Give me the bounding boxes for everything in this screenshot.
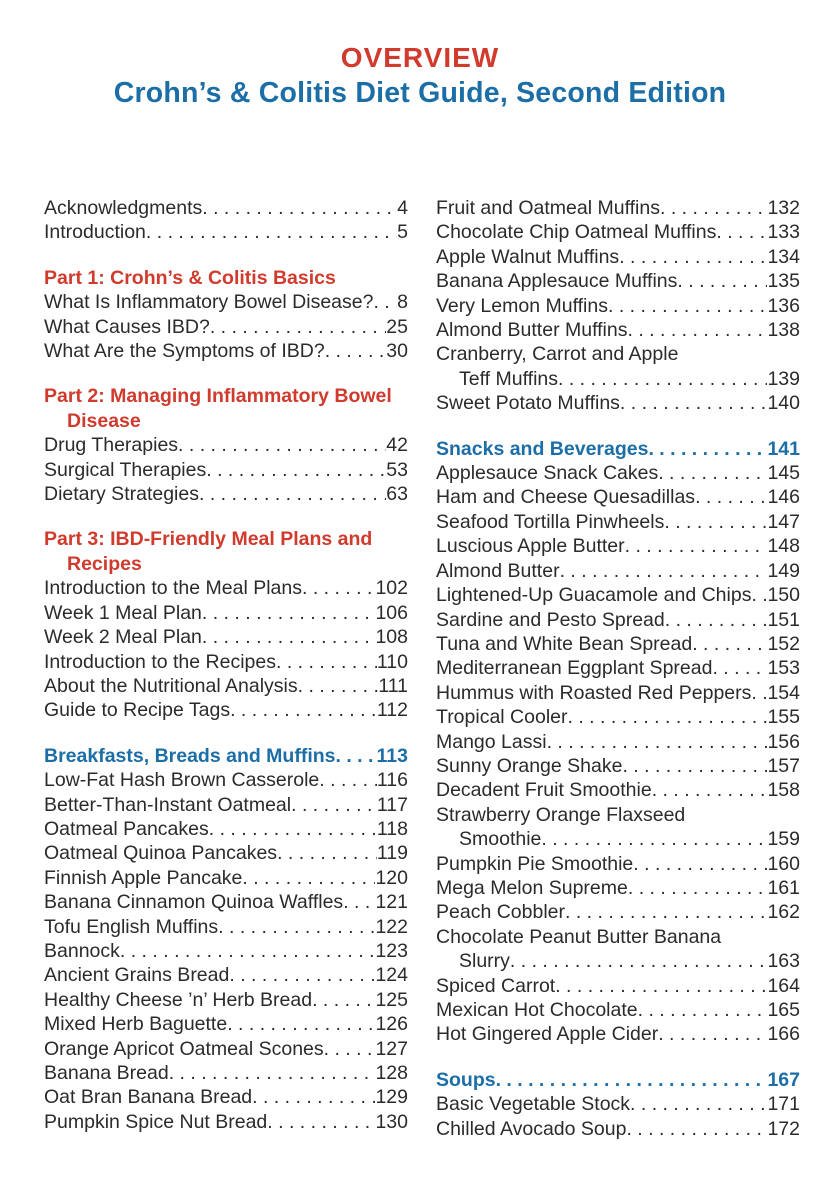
dot-leader xyxy=(622,754,767,778)
toc-entry-label: Dietary Strategies xyxy=(44,483,199,506)
dot-leader xyxy=(325,339,387,363)
toc-entry-label: Mango Lassi xyxy=(436,730,547,753)
toc-page-number: 132 xyxy=(767,197,800,219)
toc-entry xyxy=(44,890,408,914)
dot-leader xyxy=(276,650,377,674)
toc-page-number: 152 xyxy=(767,632,800,655)
dot-leader xyxy=(336,744,377,768)
toc-entry-label: Lightened-Up Guacamole and Chips xyxy=(436,584,752,607)
toc-page-number: 151 xyxy=(767,608,800,631)
dot-leader xyxy=(565,900,767,924)
dot-leader xyxy=(555,974,767,998)
toc-entry-label: Mega Melon Supreme xyxy=(436,876,628,899)
dot-leader xyxy=(648,437,767,461)
toc-entry xyxy=(44,650,408,674)
toc-entry xyxy=(44,601,408,625)
toc-entry xyxy=(436,803,800,827)
dot-leader xyxy=(319,768,377,792)
toc-entry xyxy=(436,778,800,802)
toc-entry xyxy=(436,608,800,632)
toc-entry-label: Soups xyxy=(436,1068,496,1091)
toc-entry xyxy=(44,290,408,314)
toc-entry-label: Breakfasts, Breads and Muffins xyxy=(44,744,336,767)
toc-page-number: 130 xyxy=(375,1110,408,1133)
toc-entry xyxy=(44,1037,408,1061)
toc-entry-label: Mixed Herb Baguette xyxy=(44,1013,228,1036)
dot-leader xyxy=(558,367,767,391)
toc-entry-label: What Is Inflammatory Bowel Disease? xyxy=(44,291,374,314)
toc-part-heading xyxy=(44,266,408,290)
toc-entry-label: Tofu English Muffins xyxy=(44,915,219,938)
toc-entry-label: Hot Gingered Apple Cider xyxy=(436,1023,659,1046)
toc-entry-label: Decadent Fruit Smoothie xyxy=(436,779,652,802)
toc-entry xyxy=(436,534,800,558)
toc-entry-label: Peach Cobbler xyxy=(436,901,565,924)
toc-section-heading xyxy=(436,1068,800,1092)
toc-entry-label: Mexican Hot Chocolate xyxy=(436,999,638,1021)
toc-entry-label: Oatmeal Quinoa Pancakes xyxy=(44,842,278,865)
toc-section-heading xyxy=(436,437,800,461)
toc-entry-label: Sweet Potato Muffins xyxy=(436,392,620,415)
toc-entry-label: Week 1 Meal Plan xyxy=(44,601,202,624)
dot-leader xyxy=(660,196,767,220)
toc-entry xyxy=(436,583,800,607)
dot-leader xyxy=(628,876,768,900)
toc-entry-label: Almond Butter xyxy=(436,559,560,582)
toc-entry-label: Hummus with Roasted Red Peppers xyxy=(436,681,752,704)
toc-entry-label: Orange Apricot Oatmeal Scones xyxy=(44,1037,324,1060)
toc-entry-label: Pumpkin Spice Nut Bread xyxy=(44,1110,268,1133)
toc-entry xyxy=(436,196,800,220)
toc-entry xyxy=(44,315,408,339)
toc-entry xyxy=(436,485,800,509)
toc-entry xyxy=(436,998,800,1022)
toc-entry-label: Chocolate Peanut Butter Banana xyxy=(436,925,722,948)
toc-entry xyxy=(436,1092,800,1116)
toc-entry xyxy=(436,1117,800,1141)
toc-entry-label: Part 2: Managing Inflammatory Bowel xyxy=(44,385,392,408)
toc-page-number: 145 xyxy=(767,462,800,485)
dot-leader xyxy=(291,793,377,817)
toc-page-number: 5 xyxy=(397,221,408,244)
toc-entry xyxy=(436,269,800,293)
toc-page-number: 149 xyxy=(767,559,800,582)
toc-entry-label: Smoothie xyxy=(459,828,542,851)
dot-leader xyxy=(206,458,386,482)
toc-page-number: 42 xyxy=(386,434,408,457)
dot-leader xyxy=(510,949,768,973)
toc-page-number: 164 xyxy=(767,974,800,997)
dot-leader xyxy=(630,1092,767,1116)
dot-leader xyxy=(199,482,386,506)
toc-entry xyxy=(436,510,800,534)
dot-leader xyxy=(627,318,767,342)
toc-section-heading xyxy=(44,744,408,768)
toc-entry-label: Luscious Apple Butter xyxy=(436,535,625,558)
toc-page-number: 162 xyxy=(767,901,800,924)
toc-entry-label: Introduction xyxy=(44,221,146,244)
toc-entry xyxy=(436,876,800,900)
toc-page-number: 148 xyxy=(767,535,800,558)
dot-leader xyxy=(608,294,767,318)
toc-entry xyxy=(44,866,408,890)
toc-entry xyxy=(44,482,408,506)
dot-leader xyxy=(242,866,375,890)
toc-page-number: 63 xyxy=(386,483,408,506)
toc-entry xyxy=(44,1085,408,1109)
toc-entry xyxy=(44,196,408,220)
toc-entry xyxy=(436,367,800,391)
toc-entry xyxy=(44,625,408,649)
toc-entry-label: Chilled Avocado Soup xyxy=(436,1117,627,1140)
toc-page-number: 171 xyxy=(767,1093,800,1116)
toc-entry-label: Mediterranean Eggplant Spread xyxy=(436,657,713,680)
toc-entry xyxy=(436,294,800,318)
toc-page-number: 122 xyxy=(375,915,408,938)
toc-page-number: 112 xyxy=(376,699,408,722)
toc-entry-label: Banana Bread xyxy=(44,1062,169,1084)
toc-entry xyxy=(44,963,408,987)
toc-page-number: 108 xyxy=(375,626,408,649)
toc-entry xyxy=(44,915,408,939)
toc-right-column xyxy=(436,196,800,1141)
dot-leader xyxy=(324,1037,376,1061)
toc-entry xyxy=(436,974,800,998)
dot-leader xyxy=(716,220,767,244)
dot-leader xyxy=(218,915,375,939)
dot-leader xyxy=(227,1012,375,1036)
toc-part-heading xyxy=(44,384,408,408)
dot-leader xyxy=(619,245,767,269)
toc-page-number: 102 xyxy=(375,577,408,600)
toc-entry xyxy=(436,730,800,754)
dot-leader xyxy=(169,1061,376,1085)
toc-entry-label: Strawberry Orange Flaxseed xyxy=(436,803,686,826)
toc-page-number: 113 xyxy=(376,744,408,767)
toc-entry xyxy=(44,817,408,841)
toc-entry xyxy=(436,852,800,876)
toc-page-number: 161 xyxy=(767,876,800,899)
toc-page-number: 128 xyxy=(375,1062,408,1084)
toc-entry xyxy=(436,559,800,583)
toc-entry-label: Spiced Carrot xyxy=(436,974,556,997)
toc-entry-label: Apple Walnut Muffins xyxy=(436,245,620,268)
dot-leader xyxy=(178,433,386,457)
toc-page-number: 118 xyxy=(376,817,408,840)
toc-entry-label: Healthy Cheese ’n’ Herb Bread xyxy=(44,988,313,1011)
toc-entry xyxy=(436,461,800,485)
toc-entry xyxy=(44,433,408,457)
toc-page-number: 165 xyxy=(767,999,800,1021)
dot-leader xyxy=(712,656,767,680)
toc-entry-label: Cranberry, Carrot and Apple xyxy=(436,343,679,366)
toc-entry-label: Week 2 Meal Plan xyxy=(44,626,202,649)
dot-leader xyxy=(541,827,767,851)
toc-entry xyxy=(44,768,408,792)
toc-entry xyxy=(44,1110,408,1134)
toc-entry-label: Acknowledgments xyxy=(44,197,203,219)
toc-entry-label: Banana Cinnamon Quinoa Waffles xyxy=(44,891,344,914)
dot-leader xyxy=(202,196,397,220)
toc-entry-label: Recipes xyxy=(67,552,142,575)
toc-entry-label: Sunny Orange Shake xyxy=(436,754,623,777)
toc-entry-label: Better-Than-Instant Oatmeal xyxy=(44,793,292,816)
toc-page-number: 133 xyxy=(767,221,800,244)
page-header xyxy=(0,0,840,110)
page-title: Crohn’s & Colitis Diet Guide, Second Edition xyxy=(113,77,727,109)
dot-leader xyxy=(277,841,377,865)
toc-page-number: 159 xyxy=(767,828,800,851)
dot-leader xyxy=(633,852,767,876)
toc-entry-label: Banana Applesauce Muffins xyxy=(436,270,678,293)
dot-leader xyxy=(202,601,376,625)
toc-entry xyxy=(44,458,408,482)
toc-entry-label: Finnish Apple Pancake xyxy=(44,866,243,889)
toc-entry xyxy=(436,754,800,778)
toc-entry xyxy=(44,988,408,1012)
toc-entry-label: Applesauce Snack Cakes xyxy=(436,462,659,485)
toc-entry-label: Fruit and Oatmeal Muffins xyxy=(436,197,660,219)
dot-leader xyxy=(312,988,375,1012)
toc-left-column xyxy=(44,196,408,1141)
dot-leader xyxy=(658,461,767,485)
dot-leader xyxy=(677,269,767,293)
toc-page-number: 138 xyxy=(767,319,800,342)
dot-leader xyxy=(230,698,377,722)
toc-entry xyxy=(436,925,800,949)
toc-entry xyxy=(44,674,408,698)
toc-page-number: 125 xyxy=(375,988,408,1011)
dot-leader xyxy=(560,559,768,583)
toc-entry xyxy=(436,220,800,244)
toc-entry-label: Bannock xyxy=(44,939,120,962)
toc-entry xyxy=(436,318,800,342)
dot-leader xyxy=(298,674,379,698)
dot-leader xyxy=(695,485,767,509)
dot-leader xyxy=(210,315,386,339)
toc-page-number: 110 xyxy=(376,650,408,673)
dot-leader xyxy=(343,890,375,914)
dot-leader xyxy=(146,220,397,244)
dot-leader xyxy=(638,998,768,1022)
dot-leader xyxy=(692,632,767,656)
dot-leader xyxy=(665,608,768,632)
toc-entry-label: Part 3: IBD-Friendly Meal Plans and xyxy=(44,528,373,551)
dot-leader xyxy=(373,290,397,314)
toc-page-number: 153 xyxy=(767,657,800,680)
toc-entry xyxy=(436,656,800,680)
toc-page-number: 160 xyxy=(767,852,800,875)
toc-entry xyxy=(44,698,408,722)
toc-page-number: 147 xyxy=(767,510,800,533)
toc-page-number: 140 xyxy=(767,392,800,415)
toc-page-number: 129 xyxy=(375,1086,408,1109)
toc-page-number: 53 xyxy=(386,458,408,481)
dot-leader xyxy=(252,1085,375,1109)
toc-entry-label: Basic Vegetable Stock xyxy=(436,1093,631,1116)
toc-part-heading xyxy=(44,527,408,551)
toc-entry-label: What Causes IBD? xyxy=(44,315,210,338)
toc-entry xyxy=(436,342,800,366)
dot-leader xyxy=(751,583,767,607)
toc-entry-label: Introduction to the Recipes xyxy=(44,650,276,673)
dot-leader xyxy=(626,1117,767,1141)
toc-page-number: 120 xyxy=(375,866,408,889)
toc-entry-label: Oat Bran Banana Bread xyxy=(44,1086,253,1109)
toc-entry-label: About the Nutritional Analysis xyxy=(44,674,298,697)
toc-page-number: 127 xyxy=(375,1037,408,1060)
dot-leader xyxy=(664,510,767,534)
toc-page-number: 106 xyxy=(375,601,408,624)
toc-page-number: 150 xyxy=(767,584,800,607)
toc-entry-label: Drug Therapies xyxy=(44,434,179,457)
toc-page-number: 135 xyxy=(767,270,800,293)
toc-entry xyxy=(436,245,800,269)
toc-page-number: 123 xyxy=(375,939,408,962)
dot-leader xyxy=(658,1022,767,1046)
toc-page-number: 116 xyxy=(376,769,408,792)
dot-leader xyxy=(209,817,377,841)
toc-page-number: 141 xyxy=(767,437,800,460)
toc-page-number: 163 xyxy=(767,950,800,973)
toc-part-heading xyxy=(44,409,408,433)
toc-entry xyxy=(44,576,408,600)
toc-entry-label: What Are the Symptoms of IBD? xyxy=(44,340,325,363)
dot-leader xyxy=(652,778,768,802)
toc-page-number: 156 xyxy=(767,730,800,753)
toc-entry-label: Oatmeal Pancakes xyxy=(44,817,209,840)
toc-entry-label: Part 1: Crohn’s & Colitis Basics xyxy=(44,266,336,289)
toc-page-number: 158 xyxy=(767,779,800,802)
toc-page-number: 167 xyxy=(767,1068,800,1091)
toc-entry xyxy=(436,632,800,656)
toc-entry-label: Guide to Recipe Tags xyxy=(44,699,231,722)
toc-entry-label: Disease xyxy=(67,409,141,432)
toc-entry xyxy=(436,681,800,705)
toc-page-number: 155 xyxy=(767,706,800,729)
toc-entry-label: Ham and Cheese Quesadillas xyxy=(436,486,696,509)
toc-page-number: 25 xyxy=(386,315,408,338)
toc-entry-label: Very Lemon Muffins xyxy=(436,294,608,317)
dot-leader xyxy=(751,681,767,705)
toc-page-number: 166 xyxy=(767,1023,800,1046)
page-kicker: OVERVIEW xyxy=(340,42,500,73)
toc-page-number: 154 xyxy=(767,681,800,704)
dot-leader xyxy=(496,1068,768,1092)
toc-page-number: 172 xyxy=(767,1117,800,1140)
toc-page-number: 139 xyxy=(767,367,800,390)
toc-entry-label: Teff Muffins xyxy=(459,367,558,390)
toc-entry-label: Pumpkin Pie Smoothie xyxy=(436,852,634,875)
toc-page-number: 124 xyxy=(375,964,408,987)
toc-page-number: 117 xyxy=(376,793,408,816)
toc-entry xyxy=(436,705,800,729)
toc-entry-label: Tropical Cooler xyxy=(436,706,568,729)
toc-entry-label: Seafood Tortilla Pinwheels xyxy=(436,510,665,533)
toc-page-number: 157 xyxy=(767,754,800,777)
toc-entry xyxy=(44,1012,408,1036)
toc-entry-label: Introduction to the Meal Plans xyxy=(44,577,302,600)
toc-entry xyxy=(436,949,800,973)
toc-entry xyxy=(44,939,408,963)
toc-entry-label: Chocolate Chip Oatmeal Muffins xyxy=(436,221,717,244)
dot-leader xyxy=(547,730,768,754)
toc-entry xyxy=(436,1022,800,1046)
toc-entry-label: Snacks and Beverages xyxy=(436,437,649,460)
toc-page-number: 119 xyxy=(376,842,408,865)
dot-leader xyxy=(625,534,768,558)
dot-leader xyxy=(267,1110,375,1134)
toc-entry xyxy=(44,220,408,244)
toc-page-number: 111 xyxy=(378,674,408,697)
toc-entry-label: Tuna and White Bean Spread xyxy=(436,632,693,655)
toc-entry xyxy=(44,841,408,865)
toc-entry-label: Surgical Therapies xyxy=(44,458,207,481)
toc-page-number: 134 xyxy=(767,245,800,268)
toc-page-number: 121 xyxy=(375,891,408,914)
toc-entry-label: Almond Butter Muffins xyxy=(436,319,628,342)
toc-part-heading xyxy=(44,552,408,576)
toc-entry xyxy=(44,793,408,817)
toc-entry xyxy=(436,391,800,415)
dot-leader xyxy=(202,625,376,649)
toc-columns xyxy=(44,196,800,1141)
dot-leader xyxy=(120,939,376,963)
dot-leader xyxy=(302,576,375,600)
toc-entry xyxy=(44,1061,408,1085)
toc-entry-label: Slurry xyxy=(459,950,510,973)
dot-leader xyxy=(620,391,768,415)
toc-page-number: 30 xyxy=(386,340,408,363)
toc-entry xyxy=(436,827,800,851)
toc-entry xyxy=(436,900,800,924)
dot-leader xyxy=(568,705,768,729)
toc-page-number: 126 xyxy=(375,1013,408,1036)
toc-page-number: 146 xyxy=(767,486,800,509)
dot-leader xyxy=(229,963,375,987)
toc-page-number: 8 xyxy=(397,291,408,314)
toc-entry-label: Sardine and Pesto Spread xyxy=(436,608,665,631)
toc-page-number: 4 xyxy=(397,197,408,219)
toc-page-number: 136 xyxy=(767,294,800,317)
toc-entry xyxy=(44,339,408,363)
toc-entry-label: Ancient Grains Bread xyxy=(44,964,230,987)
toc-entry-label: Low-Fat Hash Brown Casserole xyxy=(44,769,320,792)
